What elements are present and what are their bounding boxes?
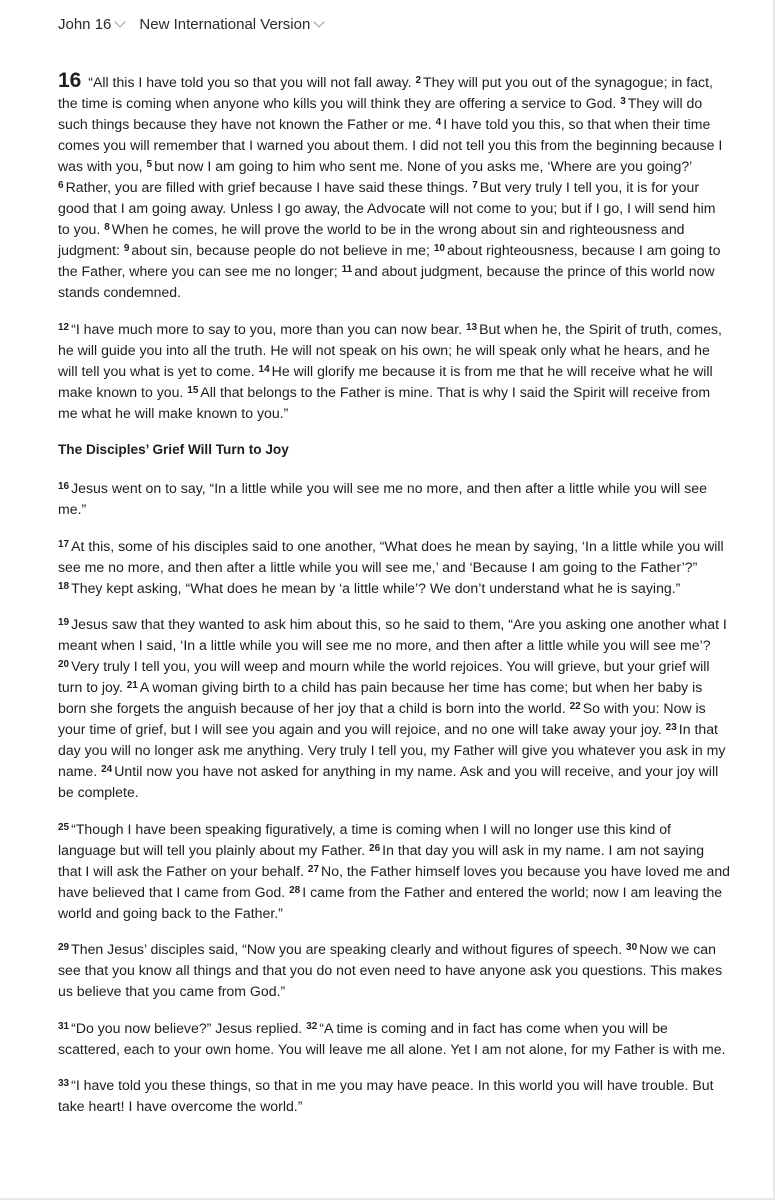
verse-number: 33 <box>58 1078 70 1089</box>
paragraph <box>58 939 730 1002</box>
paragraph <box>58 1018 730 1060</box>
verse-number: 27 <box>307 863 320 875</box>
verse-text: but now I am going to him who sent me. None of you asks me, ‘Where are you going?’ <box>154 158 692 174</box>
verse-number: 31 <box>58 1020 70 1032</box>
paragraph <box>58 478 730 520</box>
chevron-down-icon <box>115 16 126 27</box>
verse-text: Jesus went on to say, “In a little while you will see me no more, and then after a little while you will see me.” <box>58 480 707 517</box>
verse-number: 3 <box>620 96 626 107</box>
verse-number: 28 <box>289 884 301 896</box>
verse-number: 15 <box>187 384 199 396</box>
verse-number: 10 <box>433 243 445 254</box>
verse-text: “All this I have told you so that you will not fall away. <box>88 74 412 90</box>
verse-text: Then Jesus’ disciples said, “Now you are speaking clearly and without figures of speech. <box>71 941 623 957</box>
chapter-selector-label: John 16 <box>58 15 112 33</box>
verse-text: I have told you this, so that when their time comes you will remember that I warned you about them. I did not tell you this from the beginning because I was with you, <box>58 116 723 174</box>
chevron-down-icon <box>314 16 325 27</box>
verse-number: 25 <box>58 821 70 833</box>
verse-text: At this, some of his disciples said to one another, “What does he mean by saying, ‘In a little while you will see me no more, and then after a little while you will see me,’ and ‘Because I am going to the Father’?” <box>58 537 724 575</box>
verse-number: 23 <box>665 722 677 733</box>
version-selector-label: New International Version <box>139 15 311 33</box>
verse-number: 5 <box>146 159 153 170</box>
verse-number: 26 <box>369 842 381 854</box>
verse-text: and about judgment, because the prince of this world now stands condemned. <box>58 263 715 300</box>
verse-number: 29 <box>58 942 70 953</box>
verse-number: 24 <box>101 764 113 775</box>
verse-text: about righteousness, because I am going to the Father, where you can see me no longer; <box>58 242 721 279</box>
verse-text: Jesus saw that they wanted to ask him about this, so he said to them, “Are you asking one another what I meant when I said, ‘In a little while you will see me no more, and then after a little while you will see me’? <box>58 616 727 653</box>
paragraph <box>58 819 730 924</box>
verse-number: 8 <box>104 222 110 233</box>
verse-number: 30 <box>626 942 638 953</box>
verse-number: 11 <box>341 264 353 275</box>
verse-text: They will put you out of the synagogue; in fact, the time is coming when anyone who kills you will think they are offering a service to God. <box>58 74 713 111</box>
verse-number: 9 <box>123 243 130 254</box>
verse-number: 13 <box>465 321 478 333</box>
section-heading: The Disciples’ Grief Will Turn to Joy <box>58 442 289 457</box>
verse-text: In that day you will no longer ask me anything. Very truly I tell you, my Father will give you whatever you ask in my name. <box>58 721 726 779</box>
verse-text: about sin, because people do not believe in me; <box>131 242 430 258</box>
verse-text: But when he, the Spirit of truth, comes, he will guide you into all the truth. He will not speak on his own; he will speak only what he hears, and he will tell you what is yet to come. <box>58 320 722 379</box>
verse-text: All that belongs to the Father is mine. That is why I said the Spirit will receive from me what he will make known to you.” <box>58 383 711 421</box>
verse-number: 14 <box>258 363 270 375</box>
verse-text: “I have told you these things, so that in me you may have peace. In this world you will have trouble. But take heart! I have overcome the world.” <box>58 1077 714 1114</box>
verse-number: 20 <box>58 659 70 670</box>
paragraph <box>58 70 730 303</box>
verse-number: 6 <box>58 180 64 191</box>
verse-text: So with you: Now is your time of grief, but I will see you again and you will rejoice, and no one will take away your joy. <box>58 700 706 737</box>
verse-number: 21 <box>126 680 138 691</box>
verse-text: Very truly I tell you, you will weep and mourn while the world rejoices. You will grieve, but your grief will turn to joy. <box>58 658 710 695</box>
paragraph <box>58 1075 730 1117</box>
chapter-selector[interactable] <box>58 16 124 33</box>
paragraph <box>58 536 730 599</box>
verse-number: 32 <box>306 1020 318 1032</box>
verse-number: 17 <box>58 538 70 550</box>
verse-text: Rather, you are filled with grief because I have said these things. <box>65 179 469 195</box>
verse-text: Now we can see that you know all things and that you do not even need to have anyone ask you questions. This makes us believe that you came from God.” <box>58 941 723 999</box>
verse-number: 16 <box>58 481 70 492</box>
verse-text: “A time is coming and in fact has come when you will be scattered, each to your own home. You will leave me all alone. Yet I am not alone, for my Father is with me. <box>58 1019 726 1057</box>
verse-number: 2 <box>415 75 422 86</box>
verse-text: In that day you will ask in my name. I am not saying that I will ask the Father on your behalf. <box>58 841 705 879</box>
verse-text: I came from the Father and entered the world; now I am leaving the world and going back to the Father.” <box>58 883 723 921</box>
verse-number: 7 <box>472 180 478 191</box>
verse-text: “Though I have been speaking figuratively, a time is coming when I will no longer use this kind of language but will tell you plainly about my Father. <box>58 820 671 858</box>
verse-number: 22 <box>569 701 581 712</box>
version-selector[interactable] <box>139 16 323 33</box>
reader-header <box>58 13 323 35</box>
verse-text: But very truly I tell you, it is for your good that I am going away. Unless I go away, the Advocate will not come to you; but if I go, I will send him to you. <box>58 179 716 237</box>
verse-text: They will do such things because they have not known the Father or me. <box>58 95 703 132</box>
paragraph <box>58 319 730 424</box>
chapter-text <box>58 70 730 1133</box>
verse-text: No, the Father himself loves you because you have loved me and have believed that I came from God. <box>58 862 730 900</box>
chapter-number: 16 <box>58 69 82 92</box>
verse-number: 12 <box>58 321 70 333</box>
verse-text: Until now you have not asked for anything in my name. Ask and you will receive, and your joy will be complete. <box>58 763 719 800</box>
verse-number: 19 <box>58 617 70 628</box>
verse-text: When he comes, he will prove the world to be in the wrong about sin and righteousness and judgment: <box>58 221 685 258</box>
verse-number: 4 <box>435 117 442 128</box>
paragraph <box>58 614 730 803</box>
verse-text: A woman giving birth to a child has pain because her time has come; but when her baby is born she forgets the anguish because of her joy that a child is born into the world. <box>58 679 703 716</box>
verse-text: “I have much more to say to you, more than you can now bear. <box>71 320 463 337</box>
verse-text: “Do you now believe?” Jesus replied. <box>71 1019 303 1036</box>
verse-text: They kept asking, “What does he mean by ‘a little while’? We don’t understand what he is saying.” <box>71 579 681 596</box>
verse-number: 18 <box>58 580 70 592</box>
verse-text: He will glorify me because it is from me that he will receive what he will make known to you. <box>58 362 713 400</box>
